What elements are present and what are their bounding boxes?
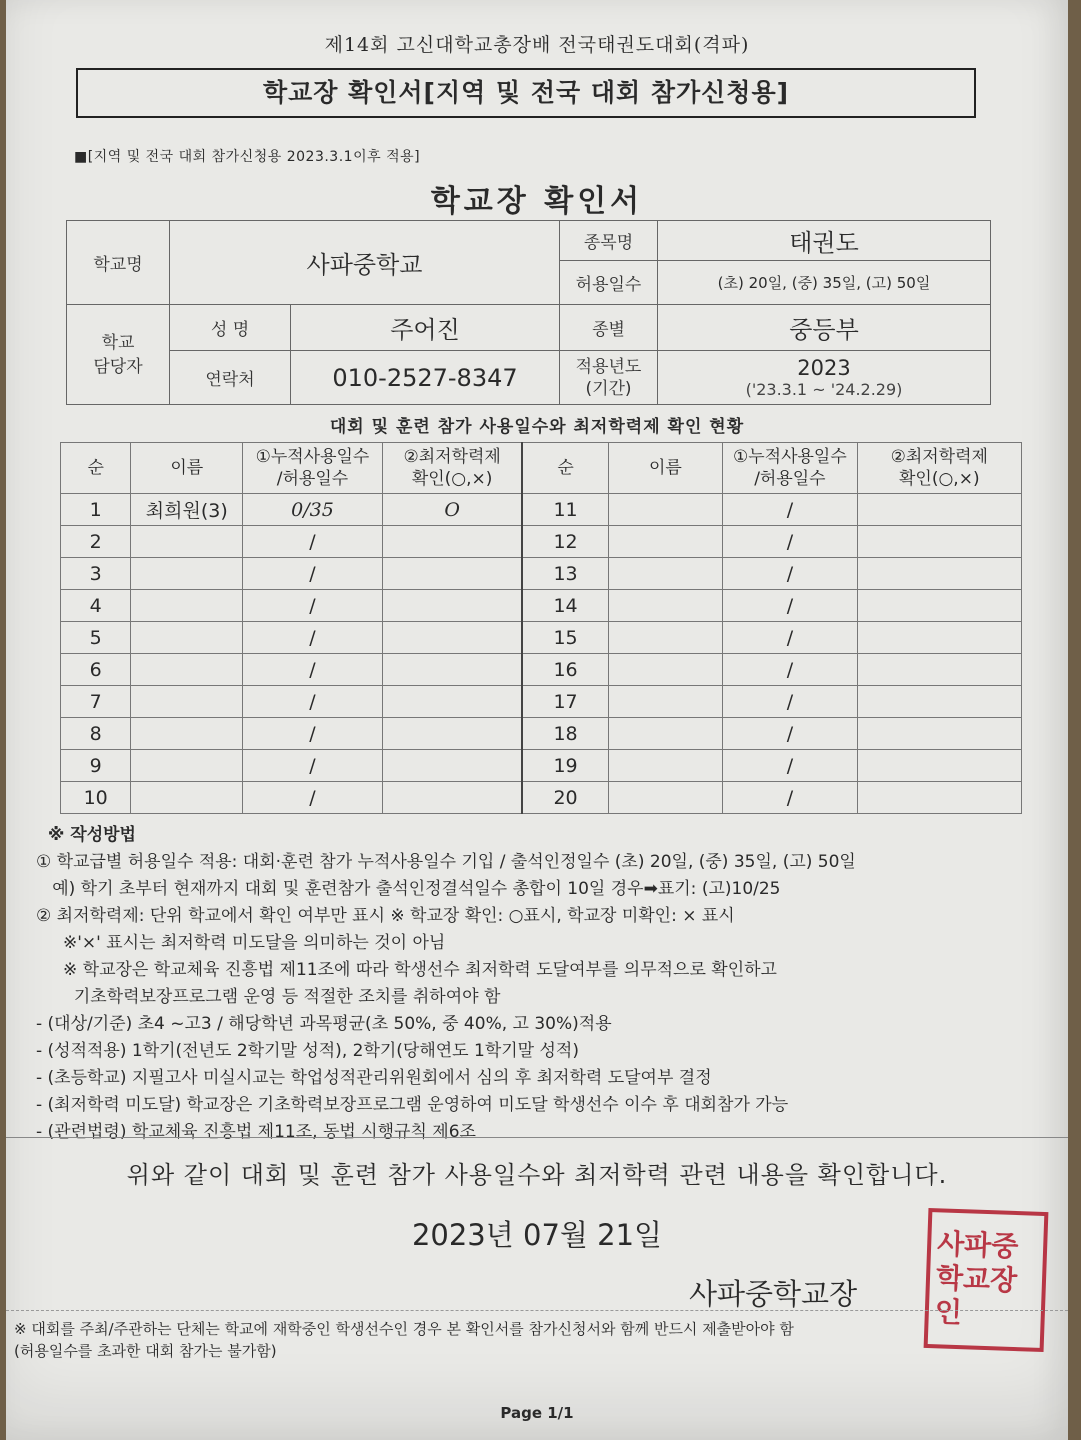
allowed-days-label: 허용일수 [560,261,658,305]
min-academic-check-left [382,526,522,558]
days-used-right: / [723,750,857,782]
document-title: 학교장 확인서 [430,184,644,219]
instruction-line: 예) 학기 초부터 현재까지 대회 및 훈련참가 출석인정결석일수 총합이 10일 경우➡표기: (고)10/25 [36,879,781,899]
instruction-line: - (관련법령) 학교체육 진흥법 제11조, 동법 시행규칙 제6조 [36,1122,476,1142]
year-period: ('23.3.1 ~ '24.2.29) [745,380,903,399]
row-number-left: 8 [61,718,131,750]
min-academic-check-left [382,718,522,750]
days-used-left: / [243,782,383,814]
days-used-right: / [723,654,857,686]
days-used-left: / [243,558,383,590]
footnote-line-1: ※ 대회를 주최/주관하는 단체는 학교에 재학중인 학생선수인 경우 본 확인서를 참가신청서와 함께 반드시 제출받아야 함 [14,1320,794,1338]
table-row [61,558,1022,590]
contact-value: 010-2527-8347 [291,351,560,405]
year-label: 적용년도 (기간) [560,351,658,405]
row-number-left: 2 [61,526,131,558]
event-label: 종목명 [560,221,658,261]
min-academic-check-left [382,654,522,686]
row-number-right: 16 [522,654,608,686]
student-name-left [131,750,243,782]
days-used-right: / [723,622,857,654]
official-seal: 사파중학교장인 [924,1208,1049,1352]
student-name-left [131,558,243,590]
row-number-right: 14 [522,590,608,622]
min-academic-check-right [857,622,1021,654]
student-name-right [608,622,723,654]
table-row [61,686,1022,718]
row-number-left: 10 [61,782,131,814]
school-info-table [66,220,991,405]
student-name-left [131,590,243,622]
row-number-left: 3 [61,558,131,590]
days-used-right: / [723,686,857,718]
issue-date: 2023년 07월 21일 [411,1218,663,1252]
instruction-line: ① 학교급별 허용일수 적용: 대회·훈련 참가 누적사용일수 기입 / 출석인정일수 (초) 20일, (중) 35일, (고) 50일 [36,852,856,872]
instruction-line: - (최저학력 미도달) 학교장은 기초학력보장프로그램 운영하여 미도달 학생선수 이수 후 대회참가 가능 [36,1095,789,1115]
min-academic-check-right [857,718,1021,750]
document-page [6,0,1068,1440]
staff-name-value: 주어진 [291,305,560,351]
student-name-left [131,526,243,558]
instruction-line: - (성적적용) 1학기(전년도 2학기말 성적), 2학기(당해연도 1학기말 성적) [36,1041,579,1061]
min-academic-check-left [382,782,522,814]
days-used-left: / [243,686,383,718]
row-number-left: 9 [61,750,131,782]
page-number: Page 1/1 [500,1404,574,1422]
student-name-left [131,654,243,686]
student-name-right [608,782,723,814]
col-header-days-left: ①누적사용일수 /허용일수 [243,443,383,494]
min-academic-check-left [382,622,522,654]
days-used-left: / [243,622,383,654]
row-number-left: 7 [61,686,131,718]
footnote [14,1318,1064,1362]
event-value: 태권도 [658,221,991,261]
instruction-line: 기초학력보장프로그램 운영 등 적절한 조치를 취하여야 함 [36,987,501,1007]
principal-signature: 사파중학교장 [689,1277,858,1311]
student-name-right [608,494,723,526]
min-academic-check-right [857,590,1021,622]
footnote-divider [6,1310,1068,1311]
instruction-line: ※'×' 표시는 최저학력 미도달을 의미하는 것이 아님 [36,933,446,953]
days-used-left: / [243,526,383,558]
confirmation-statement: 위와 같이 대회 및 훈련 참가 사용일수와 최저학력 관련 내용을 확인합니다. [126,1161,948,1189]
col-header-check-right: ②최저학력제 확인(○,×) [857,443,1021,494]
application-note: ■[지역 및 전국 대회 참가신청용 2023.3.1이후 적용] [74,149,421,165]
col-header-no-left: 순 [61,443,131,494]
col-header-name-right: 이름 [608,443,723,494]
table-row [61,622,1022,654]
competition-title: 제14회 고신대학교총장배 전국태권도대회(격파) [324,34,750,56]
row-number-right: 20 [522,782,608,814]
col-header-days-right: ①누적사용일수 /허용일수 [723,443,857,494]
student-name-right [608,526,723,558]
student-name-left [131,718,243,750]
division-label: 종별 [560,305,658,351]
table-row [61,782,1022,814]
days-used-left: / [243,654,383,686]
min-academic-check-left: O [382,494,522,526]
instruction-line: - (초등학교) 지필고사 미실시교는 학업성적관리위원회에서 심의 후 최저학력 도달여부 결정 [36,1068,712,1088]
row-number-left: 6 [61,654,131,686]
allowed-days-value: (초) 20일, (중) 35일, (고) 50일 [658,261,991,305]
school-name-label: 학교명 [67,221,170,305]
days-used-right: / [723,590,857,622]
staff-name-label: 성 명 [170,305,291,351]
student-name-right [608,558,723,590]
row-number-right: 18 [522,718,608,750]
student-name-right [608,686,723,718]
year-cell [658,351,991,405]
min-academic-check-left [382,558,522,590]
table-row [61,494,1022,526]
row-number-right: 19 [522,750,608,782]
row-number-right: 12 [522,526,608,558]
boxed-title: 학교장 확인서[지역 및 전국 대회 참가신청용] [76,68,976,118]
col-header-no-right: 순 [522,443,608,494]
table-header-row [61,443,1022,494]
row-number-right: 15 [522,622,608,654]
min-academic-check-right [857,750,1021,782]
days-used-left: / [243,750,383,782]
days-used-right: / [723,782,857,814]
contact-label: 연락처 [170,351,291,405]
row-number-right: 17 [522,686,608,718]
min-academic-check-right [857,494,1021,526]
table-row [61,718,1022,750]
participation-table [60,442,1022,814]
days-used-right: / [723,494,857,526]
table-row [61,590,1022,622]
row-number-left: 5 [61,622,131,654]
col-header-name-left: 이름 [131,443,243,494]
days-used-right: / [723,558,857,590]
section-title: 대회 및 훈련 참가 사용일수와 최저학력제 확인 현황 [329,417,745,437]
table-row [61,750,1022,782]
days-used-left: / [243,590,383,622]
min-academic-check-left [382,590,522,622]
instruction-line: ※ 학교장은 학교체육 진흥법 제11조에 따라 학생선수 최저학력 도달여부를 의무적으로 확인하고 [36,960,777,980]
instruction-line: - (대상/기준) 초4 ~고3 / 해당학년 과목평균(초 50%, 중 40%, 고 30%)적용 [36,1014,612,1034]
student-name-right [608,654,723,686]
row-number-left: 4 [61,590,131,622]
days-used-left: / [243,718,383,750]
student-name-left: 최희원(3) [131,494,243,526]
days-used-left: 0/35 [243,494,383,526]
table-row [61,526,1022,558]
days-used-right: / [723,718,857,750]
days-used-right: / [723,526,857,558]
student-name-right [608,750,723,782]
instruction-line: ② 최저학력제: 단위 학교에서 확인 여부만 표시 ※ 학교장 확인: ○표시, 학교장 미확인: × 표시 [36,906,735,926]
min-academic-check-right [857,686,1021,718]
student-name-right [608,718,723,750]
table-row [61,654,1022,686]
writing-instructions [36,822,1056,1146]
student-name-left [131,686,243,718]
year-value: 2023 [797,356,851,380]
min-academic-check-left [382,686,522,718]
row-number-left: 1 [61,494,131,526]
school-name-value: 사파중학교 [170,221,560,305]
min-academic-check-left [382,750,522,782]
student-name-right [608,590,723,622]
row-number-right: 13 [522,558,608,590]
col-header-check-left: ②최저학력제 확인(○,×) [382,443,522,494]
division-value: 중등부 [658,305,991,351]
staff-label: 학교 담당자 [67,305,170,405]
row-number-right: 11 [522,494,608,526]
min-academic-check-right [857,526,1021,558]
footnote-line-2: (허용일수를 초과한 대회 참가는 불가함) [14,1342,277,1360]
student-name-left [131,622,243,654]
min-academic-check-right [857,558,1021,590]
instruction-line: ※ 작성방법 [36,825,136,845]
student-name-left [131,782,243,814]
min-academic-check-right [857,654,1021,686]
min-academic-check-right [857,782,1021,814]
divider [6,1137,1068,1138]
